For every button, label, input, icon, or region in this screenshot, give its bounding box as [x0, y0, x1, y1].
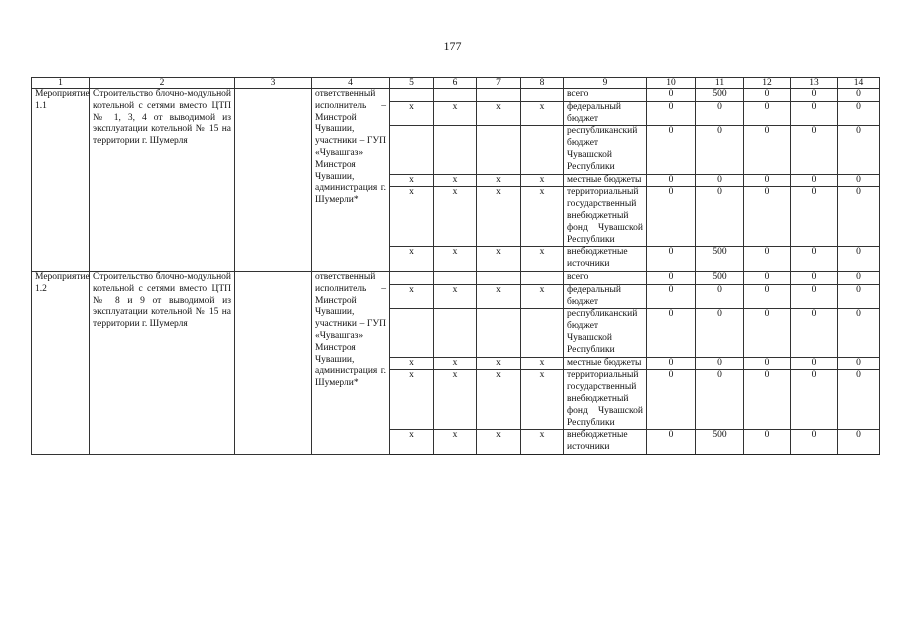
funding-source-cell: территориальный государственный внебюджетный фонд Чувашской Республики — [564, 187, 647, 247]
value-cell: 0 — [647, 101, 696, 126]
value-cell: 0 — [791, 357, 838, 370]
value-cell: 0 — [744, 126, 791, 174]
column-header: 7 — [477, 78, 521, 89]
value-cell: x — [434, 174, 477, 187]
value-cell: 0 — [791, 247, 838, 272]
value-cell: x — [434, 370, 477, 430]
value-cell: x — [521, 284, 564, 309]
value-cell: 0 — [647, 370, 696, 430]
column-header: 11 — [696, 78, 744, 89]
value-cell: 0 — [791, 430, 838, 455]
value-cell: 0 — [647, 89, 696, 102]
column-header: 4 — [312, 78, 390, 89]
value-cell: 0 — [838, 247, 880, 272]
column-header: 14 — [838, 78, 880, 89]
value-cell: 0 — [791, 271, 838, 284]
value-cell — [390, 126, 434, 174]
page-number: 177 — [443, 39, 462, 53]
col3-cell — [235, 271, 312, 454]
column-header: 13 — [791, 78, 838, 89]
value-cell: 0 — [744, 271, 791, 284]
funding-source-cell: внебюджетные источники — [564, 247, 647, 272]
value-cell — [390, 309, 434, 357]
value-cell: 0 — [791, 187, 838, 247]
funding-source-cell: местные бюджеты — [564, 174, 647, 187]
value-cell: x — [477, 187, 521, 247]
funding-source-cell: федеральный бюджет — [564, 101, 647, 126]
value-cell: x — [434, 101, 477, 126]
value-cell: 0 — [791, 101, 838, 126]
value-cell — [477, 271, 521, 284]
value-cell: x — [521, 187, 564, 247]
event-cell: Мероприятие 1.1 — [32, 89, 90, 272]
value-cell: x — [521, 370, 564, 430]
value-cell: 0 — [744, 174, 791, 187]
column-header: 12 — [744, 78, 791, 89]
value-cell: x — [390, 247, 434, 272]
value-cell: 0 — [696, 284, 744, 309]
funding-source-cell: всего — [564, 271, 647, 284]
value-cell — [521, 309, 564, 357]
value-cell: 500 — [696, 430, 744, 455]
column-header: 5 — [390, 78, 434, 89]
value-cell: x — [521, 430, 564, 455]
value-cell: x — [390, 284, 434, 309]
value-cell — [390, 89, 434, 102]
value-cell: 0 — [744, 370, 791, 430]
table-body — [32, 78, 880, 455]
value-cell: 0 — [696, 174, 744, 187]
value-cell — [434, 309, 477, 357]
value-cell: 0 — [838, 271, 880, 284]
table-row — [32, 89, 880, 102]
value-cell: 500 — [696, 247, 744, 272]
funding-source-cell: внебюджетные источники — [564, 430, 647, 455]
column-header: 8 — [521, 78, 564, 89]
header-row — [32, 78, 880, 89]
value-cell: 0 — [744, 430, 791, 455]
executor-cell: ответственный исполнитель – Минстрой Чувашии, участники – ГУП «Чувашгаз» Минстроя Чувашии, администрация г. Шумерли* — [312, 89, 390, 272]
value-cell — [390, 271, 434, 284]
value-cell: 0 — [838, 309, 880, 357]
column-header: 2 — [90, 78, 235, 89]
value-cell: 0 — [647, 271, 696, 284]
value-cell: 0 — [696, 101, 744, 126]
column-header: 1 — [32, 78, 90, 89]
value-cell: x — [477, 247, 521, 272]
value-cell: 0 — [791, 89, 838, 102]
value-cell: x — [390, 101, 434, 126]
value-cell — [477, 309, 521, 357]
value-cell: x — [390, 370, 434, 430]
value-cell: x — [434, 187, 477, 247]
value-cell: 0 — [696, 370, 744, 430]
value-cell: 0 — [647, 247, 696, 272]
value-cell: 0 — [838, 101, 880, 126]
value-cell — [477, 89, 521, 102]
value-cell: x — [477, 430, 521, 455]
column-header: 9 — [564, 78, 647, 89]
value-cell: x — [477, 357, 521, 370]
value-cell: 0 — [696, 309, 744, 357]
value-cell: 0 — [791, 174, 838, 187]
funding-source-cell: республиканский бюджет Чувашской Республики — [564, 309, 647, 357]
value-cell: x — [521, 247, 564, 272]
value-cell: 0 — [838, 126, 880, 174]
value-cell: 0 — [744, 89, 791, 102]
value-cell: 0 — [791, 284, 838, 309]
value-cell: 0 — [838, 430, 880, 455]
funding-source-cell: федеральный бюджет — [564, 284, 647, 309]
funding-table — [31, 77, 880, 455]
column-header: 10 — [647, 78, 696, 89]
value-cell: 0 — [744, 101, 791, 126]
value-cell: 0 — [647, 284, 696, 309]
event-cell: Мероприятие 1.2 — [32, 271, 90, 454]
value-cell — [521, 89, 564, 102]
value-cell: 0 — [838, 370, 880, 430]
column-header: 3 — [235, 78, 312, 89]
value-cell: 0 — [838, 284, 880, 309]
value-cell: x — [390, 174, 434, 187]
value-cell: 0 — [647, 174, 696, 187]
value-cell: x — [434, 430, 477, 455]
value-cell: 0 — [838, 174, 880, 187]
value-cell: 0 — [838, 187, 880, 247]
value-cell — [434, 89, 477, 102]
executor-cell: ответственный исполнитель – Минстрой Чувашии, участники – ГУП «Чувашгаз» Минстроя Чувашии, администрация г. Шумерли* — [312, 271, 390, 454]
value-cell: x — [390, 357, 434, 370]
value-cell: x — [477, 101, 521, 126]
value-cell: 0 — [791, 370, 838, 430]
value-cell: 0 — [696, 357, 744, 370]
value-cell: x — [521, 357, 564, 370]
value-cell: 0 — [647, 126, 696, 174]
value-cell: 0 — [744, 247, 791, 272]
value-cell: 0 — [647, 357, 696, 370]
value-cell: 0 — [696, 187, 744, 247]
value-cell: 0 — [744, 187, 791, 247]
col3-cell — [235, 89, 312, 272]
value-cell: x — [477, 370, 521, 430]
value-cell: x — [521, 174, 564, 187]
value-cell — [521, 271, 564, 284]
value-cell — [521, 126, 564, 174]
value-cell: x — [434, 357, 477, 370]
value-cell: 0 — [744, 309, 791, 357]
value-cell: 0 — [647, 187, 696, 247]
value-cell: 0 — [838, 89, 880, 102]
description-cell: Строительство блочно-модульной котельной с сетями вместо ЦТП № 1, 3, 4 от выводимой из эксплуатации котельной № 15 на территории г. Шумерля — [90, 89, 235, 272]
value-cell: 0 — [696, 126, 744, 174]
funding-source-cell: республиканский бюджет Чувашской Республики — [564, 126, 647, 174]
value-cell — [434, 271, 477, 284]
value-cell: 0 — [838, 357, 880, 370]
value-cell: x — [521, 101, 564, 126]
value-cell — [477, 126, 521, 174]
value-cell: x — [477, 174, 521, 187]
value-cell: x — [434, 284, 477, 309]
value-cell: x — [477, 284, 521, 309]
value-cell: x — [390, 187, 434, 247]
value-cell: 0 — [744, 357, 791, 370]
value-cell: 0 — [791, 309, 838, 357]
value-cell: 0 — [744, 284, 791, 309]
value-cell: 0 — [791, 126, 838, 174]
value-cell: x — [390, 430, 434, 455]
funding-source-cell: местные бюджеты — [564, 357, 647, 370]
value-cell: 500 — [696, 89, 744, 102]
description-cell: Строительство блочно-модульной котельной с сетями вместо ЦТП № 8 и 9 от выводимой из эксплуатации котельной № 15 на территории г. Шумерля — [90, 271, 235, 454]
table-row — [32, 271, 880, 284]
funding-source-cell: всего — [564, 89, 647, 102]
value-cell — [434, 126, 477, 174]
value-cell: 0 — [647, 309, 696, 357]
funding-source-cell: территориальный государственный внебюджетный фонд Чувашской Республики — [564, 370, 647, 430]
column-header: 6 — [434, 78, 477, 89]
value-cell: x — [434, 247, 477, 272]
value-cell: 0 — [647, 430, 696, 455]
value-cell: 500 — [696, 271, 744, 284]
